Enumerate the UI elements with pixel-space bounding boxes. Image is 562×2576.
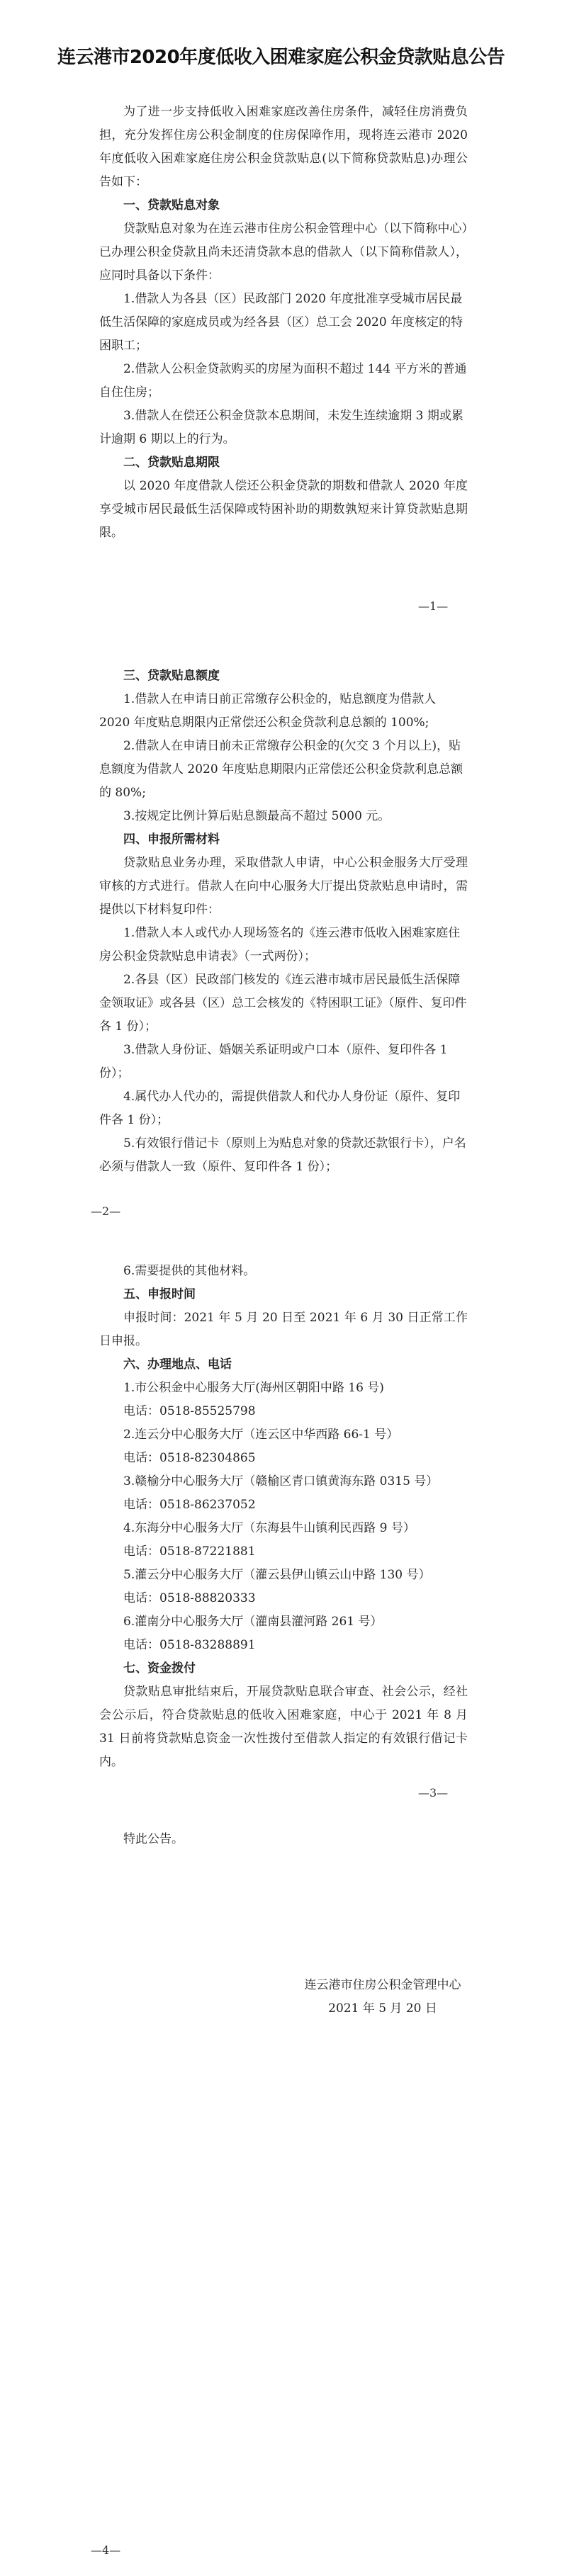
office-5-phone: 电话：0518-88820333 [123,1591,256,1605]
office-1-phone: 电话：0518-85525798 [123,1404,256,1418]
office-2-name: 2.连云分中心服务大厅（连云区中华西路 66-1 号） [123,1428,399,1442]
section-4-heading: 四、申报所需材料 [123,832,220,847]
section-3-item-1: 1.借款人在申请日前正常缴存公积金的，贴息额度为借款人 2020 年度贴息期限内正常偿还公积金贷款利息总额的 100%; [99,692,437,730]
section-4-item-3: 3.借款人身份证、婚姻关系证明或户口本（原件、复印件各 1 份）； [99,1043,448,1080]
office-4-name: 4.东海分中心服务大厅（东海县牛山镇利民西路 9 号） [123,1521,415,1535]
section-3-heading: 三、贷款贴息额度 [123,669,220,683]
office-3-name: 3.赣榆分中心服务大厅（赣榆区青口镇黄海东路 0315 号） [123,1474,439,1488]
section-3-item-3: 3.按规定比例计算后贴息额最高不超过 5000 元。 [123,809,390,823]
section-2-body: 以 2020 年度借款人偿还公积金贷款的期数和借款人 2020 年度享受城市居民最低生活保障或特困补助的期数孰短来计算贷款贴息期限。 [99,479,468,540]
section-1-item-2: 2.借款人公积金贷款购买的房屋为面积不超过 144 平方米的普通自住住房； [99,362,467,400]
signature-org: 连云港市住房公积金管理中心 [304,1978,461,1992]
section-5-body: 申报时间：2021 年 5 月 20 日至 2021 年 6 月 30 日正常工作日申报。 [99,1311,468,1348]
page-title: 连云港市2020年度低收入困难家庭公积金贷款贴息公告 [57,47,505,68]
closing-text: 特此公告。 [123,1832,184,1846]
page-number-3: —3— [418,1786,449,1800]
section-2-heading: 二、贷款贴息期限 [123,456,220,470]
section-4-item-5: 5.有效银行借记卡（原则上为贴息对象的贷款还款银行卡），户名必须与借款人一致（原件、复印件各 1 份）； [99,1136,466,1174]
intro-paragraph: 为了进一步支持低收入困难家庭改善住房条件，减轻住房消费负担，充分发挥住房公积金制度的住房保障作用，现将连云港市 2020 年度低收入困难家庭住房公积金贷款贴息(以下简称贷款贴息)办理公告如下： [99,105,468,189]
signature-date: 2021 年 5 月 20 日 [328,2001,437,2016]
office-6-phone: 电话：0518-83288891 [123,1638,256,1652]
office-4-phone: 电话：0518-87221881 [123,1544,256,1559]
section-4-item-6: 6.需要提供的其他材料。 [123,1264,256,1278]
section-5-heading: 五、申报时间 [123,1287,196,1301]
section-1-heading: 一、贷款贴息对象 [123,198,220,213]
section-7-body: 贷款贴息审批结束后，开展贷款贴息联合审查、社会公示，经社会公示后，符合贷款贴息的低收入困难家庭，中心于 2021 年 8 月 31 日前将贷款贴息资金一次性拨付至借款人指定的有效银行借记卡内。 [99,1685,468,1769]
page-number-2: —2— [91,1204,121,1218]
section-4-item-4: 4.属代办人代办的，需提供借款人和代办人身份证（原件、复印件各 1 份）； [99,1090,461,1127]
office-2-phone: 电话：0518-82304865 [123,1451,256,1465]
section-1-item-1: 1.借款人为各县（区）民政部门 2020 年度批准享受城市居民最低生活保障的家庭成员或为经各县（区）总工会 2020 年度核定的特困职工； [99,292,463,353]
section-1-body: 贷款贴息对象为在连云港市住房公积金管理中心（以下简称中心）已办理公积金贷款且尚未还清贷款本息的借款人（以下简称借款人），应同时具备以下条件： [99,222,468,283]
office-3-phone: 电话：0518-86237052 [123,1498,256,1512]
office-6-name: 6.灌南分中心服务大厅（灌南县灌河路 261 号） [123,1615,383,1629]
page-number-1: —1— [418,599,449,613]
section-7-heading: 七、资金拨付 [123,1661,196,1676]
section-4-body: 贷款贴息业务办理，采取借款人申请，中心公积金服务大厅受理审核的方式进行。借款人在向中心服务大厅提出贷款贴息申请时，需提供以下材料复印件： [99,856,468,917]
section-6-heading: 六、办理地点、电话 [123,1357,232,1372]
section-3-item-2: 2.借款人在申请日前未正常缴存公积金的(欠交 3 个月以上)，贴息额度为借款人 2020 年度贴息期限内正常偿还公积金贷款利息总额的 80%; [99,739,463,800]
office-1-name: 1.市公积金中心服务大厅(海州区朝阳中路 16 号) [123,1381,384,1395]
page-number-4: —4— [91,2543,121,2557]
section-1-item-3: 3.借款人在偿还公积金贷款本息期间，未发生连续逾期 3 期或累计逾期 6 期以上的行为。 [99,409,463,446]
section-4-item-1: 1.借款人本人或代办人现场签名的《连云港市低收入困难家庭住房公积金贷款贴息申请表》（一式两份）； [99,926,461,964]
section-4-item-2: 2.各县（区）民政部门核发的《连云港市城市居民最低生活保障金领取证》或各县（区）总工会核发的《特困职工证》（原件、复印件各 1 份）； [99,973,467,1034]
office-5-name: 5.灌云分中心服务大厅（灌云县伊山镇云山中路 130 号） [123,1568,431,1582]
